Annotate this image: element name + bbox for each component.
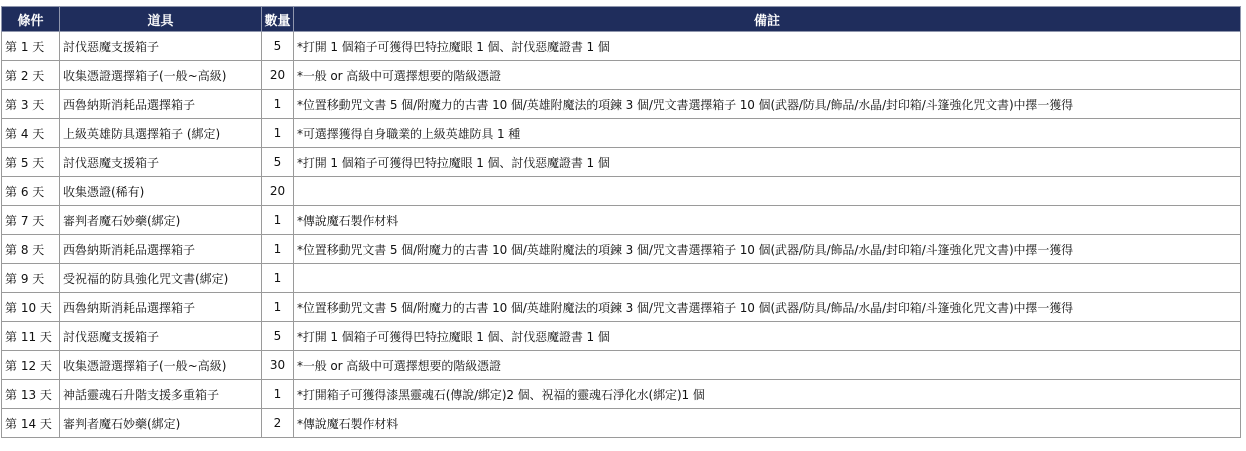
item-cell: 神話靈魂石升階支援多重箱子 xyxy=(60,380,262,409)
note-cell: *打開箱子可獲得漆黑靈魂石(傳說/綁定)2 個、祝福的靈魂石淨化水(綁定)1 個 xyxy=(294,380,1241,409)
quantity-cell: 5 xyxy=(262,148,294,177)
header-item: 道具 xyxy=(60,7,262,32)
note-cell: *打開 1 個箱子可獲得巴特拉魔眼 1 個、討伐惡魔證書 1 個 xyxy=(294,148,1241,177)
item-cell: 收集憑證選擇箱子(一般~高級) xyxy=(60,61,262,90)
note-cell: *傳說魔石製作材料 xyxy=(294,409,1241,438)
quantity-cell: 1 xyxy=(262,90,294,119)
header-condition: 條件 xyxy=(2,7,60,32)
table-row xyxy=(2,264,1241,293)
table-row xyxy=(2,409,1241,438)
item-cell: 審判者魔石妙藥(綁定) xyxy=(60,206,262,235)
item-cell: 審判者魔石妙藥(綁定) xyxy=(60,409,262,438)
day-cell: 第 3 天 xyxy=(2,90,60,119)
table-row xyxy=(2,90,1241,119)
quantity-cell: 30 xyxy=(262,351,294,380)
quantity-cell: 20 xyxy=(262,177,294,206)
header-note: 備註 xyxy=(294,7,1241,32)
note-cell: *傳說魔石製作材料 xyxy=(294,206,1241,235)
note-cell: *可選擇獲得自身職業的上級英雄防具 1 種 xyxy=(294,119,1241,148)
item-cell: 討伐惡魔支援箱子 xyxy=(60,148,262,177)
item-cell: 收集憑證(稀有) xyxy=(60,177,262,206)
header-row xyxy=(2,7,1241,32)
note-cell: *一般 or 高級中可選擇想要的階級憑證 xyxy=(294,61,1241,90)
day-cell: 第 2 天 xyxy=(2,61,60,90)
table-row xyxy=(2,61,1241,90)
item-cell: 西魯納斯消耗品選擇箱子 xyxy=(60,235,262,264)
table-row xyxy=(2,119,1241,148)
quantity-cell: 1 xyxy=(262,264,294,293)
day-cell: 第 8 天 xyxy=(2,235,60,264)
table-row xyxy=(2,293,1241,322)
day-cell: 第 12 天 xyxy=(2,351,60,380)
day-cell: 第 14 天 xyxy=(2,409,60,438)
day-cell: 第 4 天 xyxy=(2,119,60,148)
item-cell: 西魯納斯消耗品選擇箱子 xyxy=(60,90,262,119)
day-cell: 第 9 天 xyxy=(2,264,60,293)
table-row xyxy=(2,177,1241,206)
quantity-cell: 1 xyxy=(262,293,294,322)
note-cell: *位置移動咒文書 5 個/附魔力的古書 10 個/英雄附魔法的項鍊 3 個/咒文書選擇箱子 10 個(武器/防具/飾品/水晶/封印箱/斗篷強化咒文書)中擇一獲得 xyxy=(294,90,1241,119)
reward-table xyxy=(1,6,1241,438)
note-cell: *位置移動咒文書 5 個/附魔力的古書 10 個/英雄附魔法的項鍊 3 個/咒文書選擇箱子 10 個(武器/防具/飾品/水晶/封印箱/斗篷強化咒文書)中擇一獲得 xyxy=(294,235,1241,264)
note-cell xyxy=(294,177,1241,206)
note-cell: *一般 or 高級中可選擇想要的階級憑證 xyxy=(294,351,1241,380)
reward-table-sheet xyxy=(1,6,1241,438)
quantity-cell: 1 xyxy=(262,380,294,409)
day-cell: 第 10 天 xyxy=(2,293,60,322)
item-cell: 收集憑證選擇箱子(一般~高級) xyxy=(60,351,262,380)
quantity-cell: 1 xyxy=(262,119,294,148)
note-cell: *打開 1 個箱子可獲得巴特拉魔眼 1 個、討伐惡魔證書 1 個 xyxy=(294,32,1241,61)
table-row xyxy=(2,148,1241,177)
day-cell: 第 6 天 xyxy=(2,177,60,206)
note-cell: *打開 1 個箱子可獲得巴特拉魔眼 1 個、討伐惡魔證書 1 個 xyxy=(294,322,1241,351)
table-row xyxy=(2,351,1241,380)
day-cell: 第 13 天 xyxy=(2,380,60,409)
header-quantity: 數量 xyxy=(262,7,294,32)
table-row xyxy=(2,235,1241,264)
day-cell: 第 1 天 xyxy=(2,32,60,61)
item-cell: 受祝福的防具強化咒文書(綁定) xyxy=(60,264,262,293)
day-cell: 第 5 天 xyxy=(2,148,60,177)
item-cell: 上級英雄防具選擇箱子 (綁定) xyxy=(60,119,262,148)
item-cell: 討伐惡魔支援箱子 xyxy=(60,322,262,351)
note-cell xyxy=(294,264,1241,293)
table-row xyxy=(2,322,1241,351)
note-cell: *位置移動咒文書 5 個/附魔力的古書 10 個/英雄附魔法的項鍊 3 個/咒文書選擇箱子 10 個(武器/防具/飾品/水晶/封印箱/斗篷強化咒文書)中擇一獲得 xyxy=(294,293,1241,322)
quantity-cell: 1 xyxy=(262,235,294,264)
table-body xyxy=(2,32,1241,438)
day-cell: 第 11 天 xyxy=(2,322,60,351)
quantity-cell: 2 xyxy=(262,409,294,438)
quantity-cell: 5 xyxy=(262,32,294,61)
table-row xyxy=(2,206,1241,235)
table-row xyxy=(2,380,1241,409)
item-cell: 討伐惡魔支援箱子 xyxy=(60,32,262,61)
quantity-cell: 1 xyxy=(262,206,294,235)
table-row xyxy=(2,32,1241,61)
item-cell: 西魯納斯消耗品選擇箱子 xyxy=(60,293,262,322)
quantity-cell: 5 xyxy=(262,322,294,351)
quantity-cell: 20 xyxy=(262,61,294,90)
day-cell: 第 7 天 xyxy=(2,206,60,235)
